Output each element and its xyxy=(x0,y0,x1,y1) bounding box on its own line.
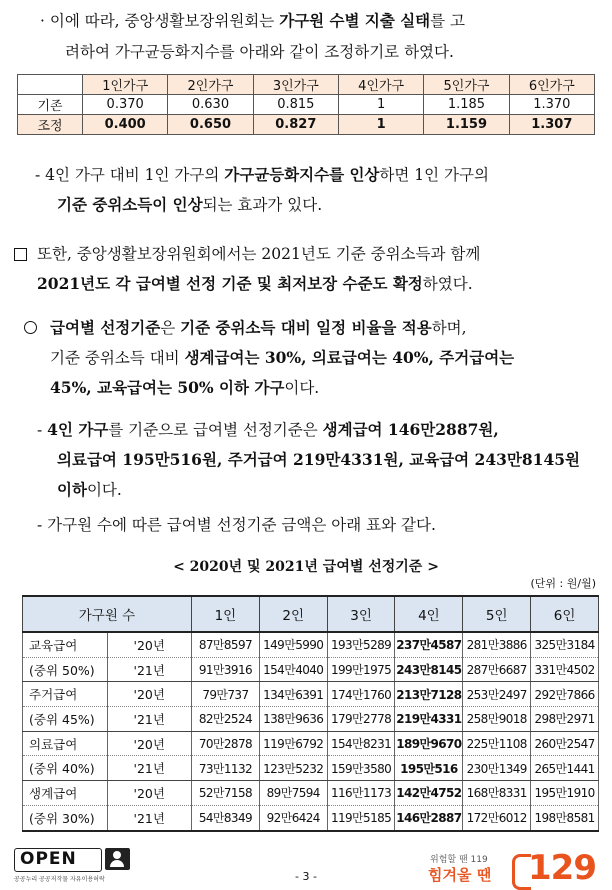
text-bold: 4인 가구 xyxy=(47,420,109,439)
circle-bullet-icon xyxy=(24,321,37,334)
sel-category-cell: (중위 30%) xyxy=(23,805,108,830)
dash2-line-3 xyxy=(57,475,122,505)
sel-value-cell: 195만1910 xyxy=(531,781,599,806)
coef-row-label: 조정 xyxy=(18,115,83,135)
sel-category-cell: 의료급여 xyxy=(23,731,108,756)
sel-value-cell: 87만8597 xyxy=(192,632,260,657)
checkbox-bullet-icon xyxy=(14,248,27,261)
sel-value-cell: 213만7128 xyxy=(395,682,463,707)
text-bold: 45%, 교육급여는 50% 이하 가구 xyxy=(50,378,285,397)
dash2-line-2: 의료급여 195만516원, 주거급여 219만4331원, 교육급여 243만8145원 xyxy=(57,450,580,469)
sel-table-row xyxy=(23,682,599,707)
sel-header-cell: 1인 xyxy=(192,596,260,632)
text: 하였다. xyxy=(422,275,473,293)
coef-row-existing xyxy=(18,95,595,115)
text-bold: 2021년도 각 급여별 선정 기준 및 최저보장 수준도 확정 xyxy=(37,274,423,293)
coef-cell: 0.827 xyxy=(253,115,338,135)
sel-table-row xyxy=(23,657,599,682)
intro-line-1 xyxy=(40,6,465,36)
sel-category-cell: (중위 50%) xyxy=(23,657,108,682)
sel-value-cell: 82만2524 xyxy=(192,707,260,732)
sel-header-cell: 4인 xyxy=(395,596,463,632)
coef-header-cell: 3인가구 xyxy=(253,75,338,95)
text-bold: 가구균등화지수를 인상 xyxy=(224,165,380,184)
coef-row-label: 기존 xyxy=(18,95,83,115)
sel-year-cell: '20년 xyxy=(107,682,192,707)
coef-cell: 1.307 xyxy=(509,115,594,135)
box-para-line-1: 또한, 중앙생활보장위원회에서는 2021년도 기준 중위소득과 함께 xyxy=(37,245,481,263)
text: 되는 효과가 있다. xyxy=(202,196,323,214)
sel-value-cell: 174만1760 xyxy=(327,682,395,707)
sel-value-cell: 54만8349 xyxy=(192,805,260,830)
sel-value-cell: 172만6012 xyxy=(463,805,531,830)
hotline-tagline: 힘겨울 땐 xyxy=(428,866,492,884)
text-bold: 생계급여 146만2887원, xyxy=(322,420,499,439)
sel-value-cell: 168만8331 xyxy=(463,781,531,806)
dash1-line-2 xyxy=(57,190,322,220)
sel-year-cell: '21년 xyxy=(107,707,192,732)
sel-year-cell: '20년 xyxy=(107,731,192,756)
sel-value-cell: 52만7158 xyxy=(192,781,260,806)
table-unit: (단위 : 원/월) xyxy=(530,577,596,590)
text: 은 xyxy=(160,319,181,337)
text-bold: 가구원 수별 지출 실태 xyxy=(279,11,431,30)
sel-value-cell: 149만5990 xyxy=(259,632,327,657)
coef-cell: 1.159 xyxy=(424,115,509,135)
coef-header-cell xyxy=(18,75,83,95)
sel-value-cell: 287만6687 xyxy=(463,657,531,682)
sel-value-cell: 116만1173 xyxy=(327,781,395,806)
coef-cell: 1.185 xyxy=(424,95,509,115)
sel-value-cell: 70만2878 xyxy=(192,731,260,756)
sel-value-cell: 199만1975 xyxy=(327,657,395,682)
text-bold: 이하 xyxy=(57,480,87,499)
coef-cell: 0.650 xyxy=(168,115,253,135)
text: - 4인 가구 대비 1인 가구의 xyxy=(35,166,225,184)
sel-value-cell: 298만2971 xyxy=(531,707,599,732)
coef-row-adjusted xyxy=(18,115,595,135)
sel-value-cell: 292만7866 xyxy=(531,682,599,707)
text: · 이에 따라, 중앙생활보장위원회는 xyxy=(40,12,280,30)
coef-header-row xyxy=(18,75,595,95)
text: 기준 중위소득 대비 xyxy=(50,349,185,367)
sel-value-cell: 142만4752 xyxy=(395,781,463,806)
sel-value-cell: 123만5232 xyxy=(259,756,327,781)
circle-para-line-1 xyxy=(50,313,467,343)
circle-para-line-2 xyxy=(50,343,514,373)
sel-value-cell: 225만1108 xyxy=(463,731,531,756)
sel-value-cell: 237만4587 xyxy=(395,632,463,657)
text: 하면 1인 가구의 xyxy=(379,166,489,184)
sel-value-cell: 198만8581 xyxy=(531,805,599,830)
sel-value-cell: 91만3916 xyxy=(192,657,260,682)
coef-cell: 1 xyxy=(338,115,423,135)
sel-header-cell: 5인 xyxy=(463,596,531,632)
text: 를 기준으로 급여별 선정기준은 xyxy=(108,421,323,439)
sel-value-cell: 79만737 xyxy=(192,682,260,707)
sel-year-cell: '20년 xyxy=(107,781,192,806)
dash2-line-1 xyxy=(37,415,499,445)
coef-cell: 1.370 xyxy=(509,95,594,115)
sel-value-cell: 154만8231 xyxy=(327,731,395,756)
sel-value-cell: 219만4331 xyxy=(395,707,463,732)
coef-cell: 0.400 xyxy=(83,115,168,135)
sel-category-cell: (중위 45%) xyxy=(23,707,108,732)
equivalence-index-table xyxy=(17,74,595,135)
text-bold: 생계급여는 30%, 의료급여는 40%, 주거급여는 xyxy=(184,348,515,367)
sel-value-cell: 154만4040 xyxy=(259,657,327,682)
text: - xyxy=(37,421,48,439)
coef-header-cell: 6인가구 xyxy=(509,75,594,95)
sel-category-cell: 교육급여 xyxy=(23,632,108,657)
text-bold: 기준 중위소득 대비 일정 비율을 적용 xyxy=(180,318,432,337)
sel-table-row xyxy=(23,632,599,657)
coef-cell: 1 xyxy=(338,95,423,115)
sel-value-cell: 193만5289 xyxy=(327,632,395,657)
sel-table-row xyxy=(23,805,599,830)
sel-value-cell: 331만4502 xyxy=(531,657,599,682)
sel-header-cell: 2인 xyxy=(259,596,327,632)
sel-value-cell: 260만2547 xyxy=(531,731,599,756)
text: 하며, xyxy=(431,319,467,337)
text: 를 고 xyxy=(430,12,466,30)
coef-header-cell: 2인가구 xyxy=(168,75,253,95)
coef-header-cell: 5인가구 xyxy=(424,75,509,95)
sel-value-cell: 134만6391 xyxy=(259,682,327,707)
sel-value-cell: 138만9636 xyxy=(259,707,327,732)
coef-cell: 0.630 xyxy=(168,95,253,115)
sel-table-row xyxy=(23,707,599,732)
text: 이다. xyxy=(284,379,320,397)
sel-table-row xyxy=(23,756,599,781)
intro-line-2: 려하여 가구균등화지수를 아래와 같이 조정하기로 하였다. xyxy=(65,43,454,61)
hotline-119-text: 위험할 땐 119 xyxy=(430,855,488,865)
sel-category-cell: (중위 40%) xyxy=(23,756,108,781)
sel-value-cell: 253만2497 xyxy=(463,682,531,707)
page-number: - 3 - xyxy=(295,870,317,883)
sel-value-cell: 119만6792 xyxy=(259,731,327,756)
sel-header-cell: 6인 xyxy=(531,596,599,632)
sel-value-cell: 325만3184 xyxy=(531,632,599,657)
hotline-number: 129 xyxy=(528,848,596,888)
coef-header-cell: 4인가구 xyxy=(338,75,423,95)
open-logo-subtitle: 공공누리 공공저작물 자유이용허락 xyxy=(14,876,105,883)
sel-header-row xyxy=(23,596,599,632)
selection-standard-table xyxy=(22,595,599,832)
sel-value-cell: 92만6424 xyxy=(259,805,327,830)
sel-value-cell: 159만3580 xyxy=(327,756,395,781)
text-bold: 기준 중위소득이 인상 xyxy=(57,195,203,214)
sel-header-cell: 3인 xyxy=(327,596,395,632)
open-logo-text: OPEN xyxy=(20,849,77,869)
sel-value-cell: 189만9670 xyxy=(395,731,463,756)
sel-year-cell: '20년 xyxy=(107,632,192,657)
sel-value-cell: 146만2887 xyxy=(395,805,463,830)
sel-table-row xyxy=(23,781,599,806)
sel-value-cell: 119만5185 xyxy=(327,805,395,830)
coef-cell: 0.370 xyxy=(83,95,168,115)
sel-table-row xyxy=(23,731,599,756)
license-person-icon xyxy=(105,848,130,870)
dash1-line-1 xyxy=(35,160,489,190)
circle-para-line-3 xyxy=(50,373,319,403)
hotline-banner xyxy=(426,848,606,888)
sel-value-cell: 89만7594 xyxy=(259,781,327,806)
sel-category-cell: 주거급여 xyxy=(23,682,108,707)
sel-value-cell: 195만516 xyxy=(395,756,463,781)
sel-year-cell: '21년 xyxy=(107,756,192,781)
sel-header-cell: 가구원 수 xyxy=(23,596,192,632)
sel-value-cell: 258만9018 xyxy=(463,707,531,732)
box-para-line-2 xyxy=(37,269,473,299)
sel-value-cell: 230만1349 xyxy=(463,756,531,781)
sel-value-cell: 179만2778 xyxy=(327,707,395,732)
sel-value-cell: 73만1132 xyxy=(192,756,260,781)
dash3-line: - 가구원 수에 따른 급여별 선정기준 금액은 아래 표와 같다. xyxy=(37,516,436,534)
sel-year-cell: '21년 xyxy=(107,657,192,682)
text: 이다. xyxy=(86,481,122,499)
coef-cell: 0.815 xyxy=(253,95,338,115)
coef-header-cell: 1인가구 xyxy=(83,75,168,95)
sel-value-cell: 281만3886 xyxy=(463,632,531,657)
sel-category-cell: 생계급여 xyxy=(23,781,108,806)
sel-value-cell: 243만8145 xyxy=(395,657,463,682)
sel-year-cell: '21년 xyxy=(107,805,192,830)
text-bold: 급여별 선정기준 xyxy=(50,318,161,337)
sel-value-cell: 265만1441 xyxy=(531,756,599,781)
table-title: < 2020년 및 2021년 급여별 선정기준 > xyxy=(173,559,439,575)
